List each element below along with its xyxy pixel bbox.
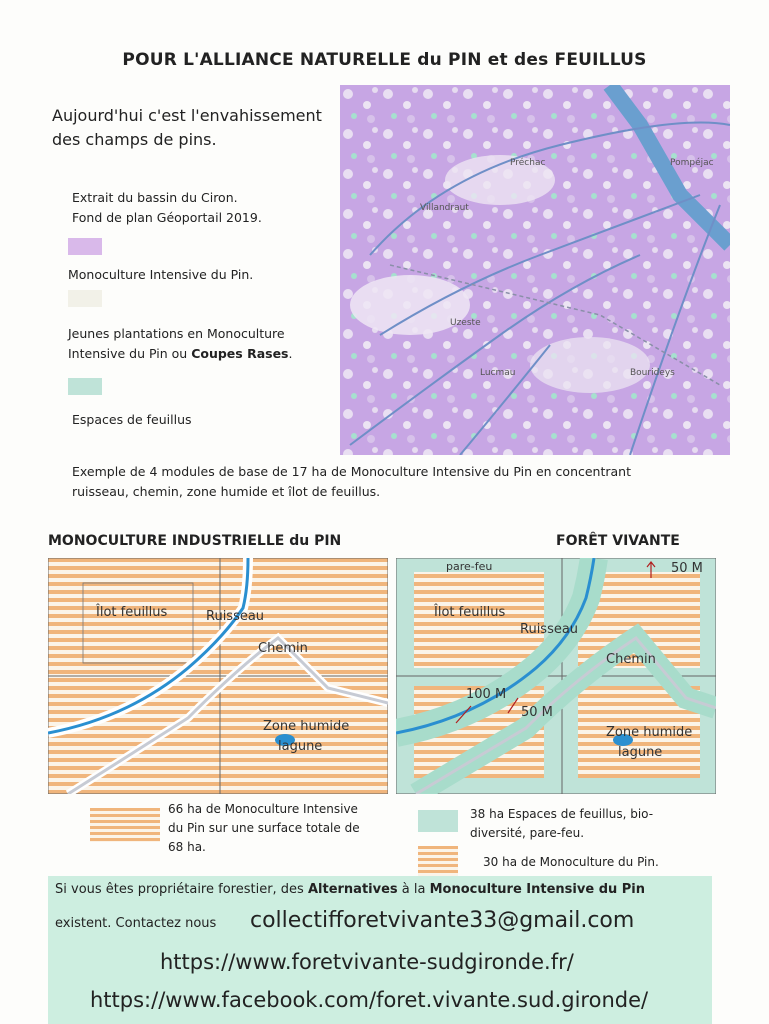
young-line-2c: . [288,346,293,361]
left-diagram [48,558,388,794]
right-zone-label: Zone humide [606,725,693,740]
contact-line-1c: à la [397,882,430,897]
left-stripe-swatch [90,808,160,842]
left-ilot-label: Îlot feuillus [96,605,168,620]
right-diagram [396,558,716,794]
example-line-2: ruisseau, chemin, zone humide et îlot de feuillus. [72,484,381,499]
legend-item-young [68,324,292,364]
alternatives-text: Alternatives [307,882,398,897]
right-parefeu-label: pare-feu [446,560,493,573]
right-chemin-label: Chemin [606,652,656,667]
contact-line-1 [55,882,645,897]
left-lagune-label: lagune [278,739,323,754]
right-100m-label: 100 M [466,687,507,702]
map-label-1: Préchac [510,158,546,168]
pine-swatch [68,238,102,255]
legend-item-feuillus: Espaces de feuillus [72,412,192,427]
right-stripe-legend: 30 ha de Monoculture du Pin. [483,855,659,869]
coupes-rases: Coupes Rases [191,346,289,361]
young-line-2a: Intensive du Pin ou [68,346,192,361]
map-label-5: Lucmau [480,368,516,378]
left-ruisseau-label: Ruisseau [206,609,265,624]
map-source [72,188,262,228]
young-plantation-swatch [68,290,102,307]
left-chemin-label: Chemin [258,641,308,656]
contact-line-1a: Si vous êtes propriétaire forestier, des [55,882,308,897]
left-legend-line-1: 66 ha de Monoculture Intensive [168,802,358,816]
right-ruisseau-label: Ruisseau [520,622,579,637]
legend-item-pine: Monoculture Intensive du Pin. [68,267,254,282]
right-green-legend [470,805,653,843]
right-ilot-label: Îlot feuillus [434,605,506,620]
right-50m-label: 50 M [521,705,553,720]
monoculture-text: Monoculture Intensive du Pin [429,882,646,897]
website-link[interactable]: https://www.foretvivante-sudgironde.fr/ [160,950,574,974]
green-legend-line-1: 38 ha Espaces de feuillus, bio- [470,807,654,821]
young-line-2 [68,344,292,364]
map-label-4: Uzeste [450,318,481,328]
source-line-1: Extrait du bassin du Ciron. [72,190,238,205]
right-50m-top-label: 50 M [671,561,703,576]
young-line-1: Jeunes plantations en Monoculture [68,326,285,341]
left-legend-line-3: 68 ha. [168,840,206,854]
left-legend-line-2: du Pin sur une surface totale de [168,821,360,835]
left-legend-text [168,800,360,857]
map-label-3: Villandraut [420,203,469,213]
right-stripe-swatch [418,846,458,876]
page-title: POUR L'ALLIANCE NATURELLE du PIN et des FEUILLUS [122,50,647,70]
green-legend-line-2: diversité, pare-feu. [470,826,585,840]
intro-text [52,104,322,152]
example-line-1: Exemple de 4 modules de base de 17 ha de Monoculture Intensive du Pin en concentrant [72,464,631,479]
intro-line-2: des champs de pins. [52,130,217,149]
right-lagune-label: lagune [618,745,663,760]
map-label-2: Pompéjac [670,158,714,168]
example-text [72,462,631,502]
forest-map [340,85,730,455]
facebook-link[interactable]: https://www.facebook.com/foret.vivante.sud.gironde/ [90,988,649,1012]
right-diagram-header: FORÊT VIVANTE [556,533,680,549]
left-zone-label: Zone humide [263,719,350,734]
intro-line-1: Aujourd'hui c'est l'envahissement [52,106,322,125]
contact-email[interactable]: collectifforetvivante33@gmail.com [250,908,635,933]
right-green-swatch [418,810,458,832]
source-line-2: Fond de plan Géoportail 2019. [72,210,262,225]
contact-line-2: existent. Contactez nous [55,916,217,931]
left-diagram-header: MONOCULTURE INDUSTRIELLE du PIN [48,533,342,549]
feuillus-swatch [68,378,102,395]
map-label-6: Bourideys [630,368,675,378]
